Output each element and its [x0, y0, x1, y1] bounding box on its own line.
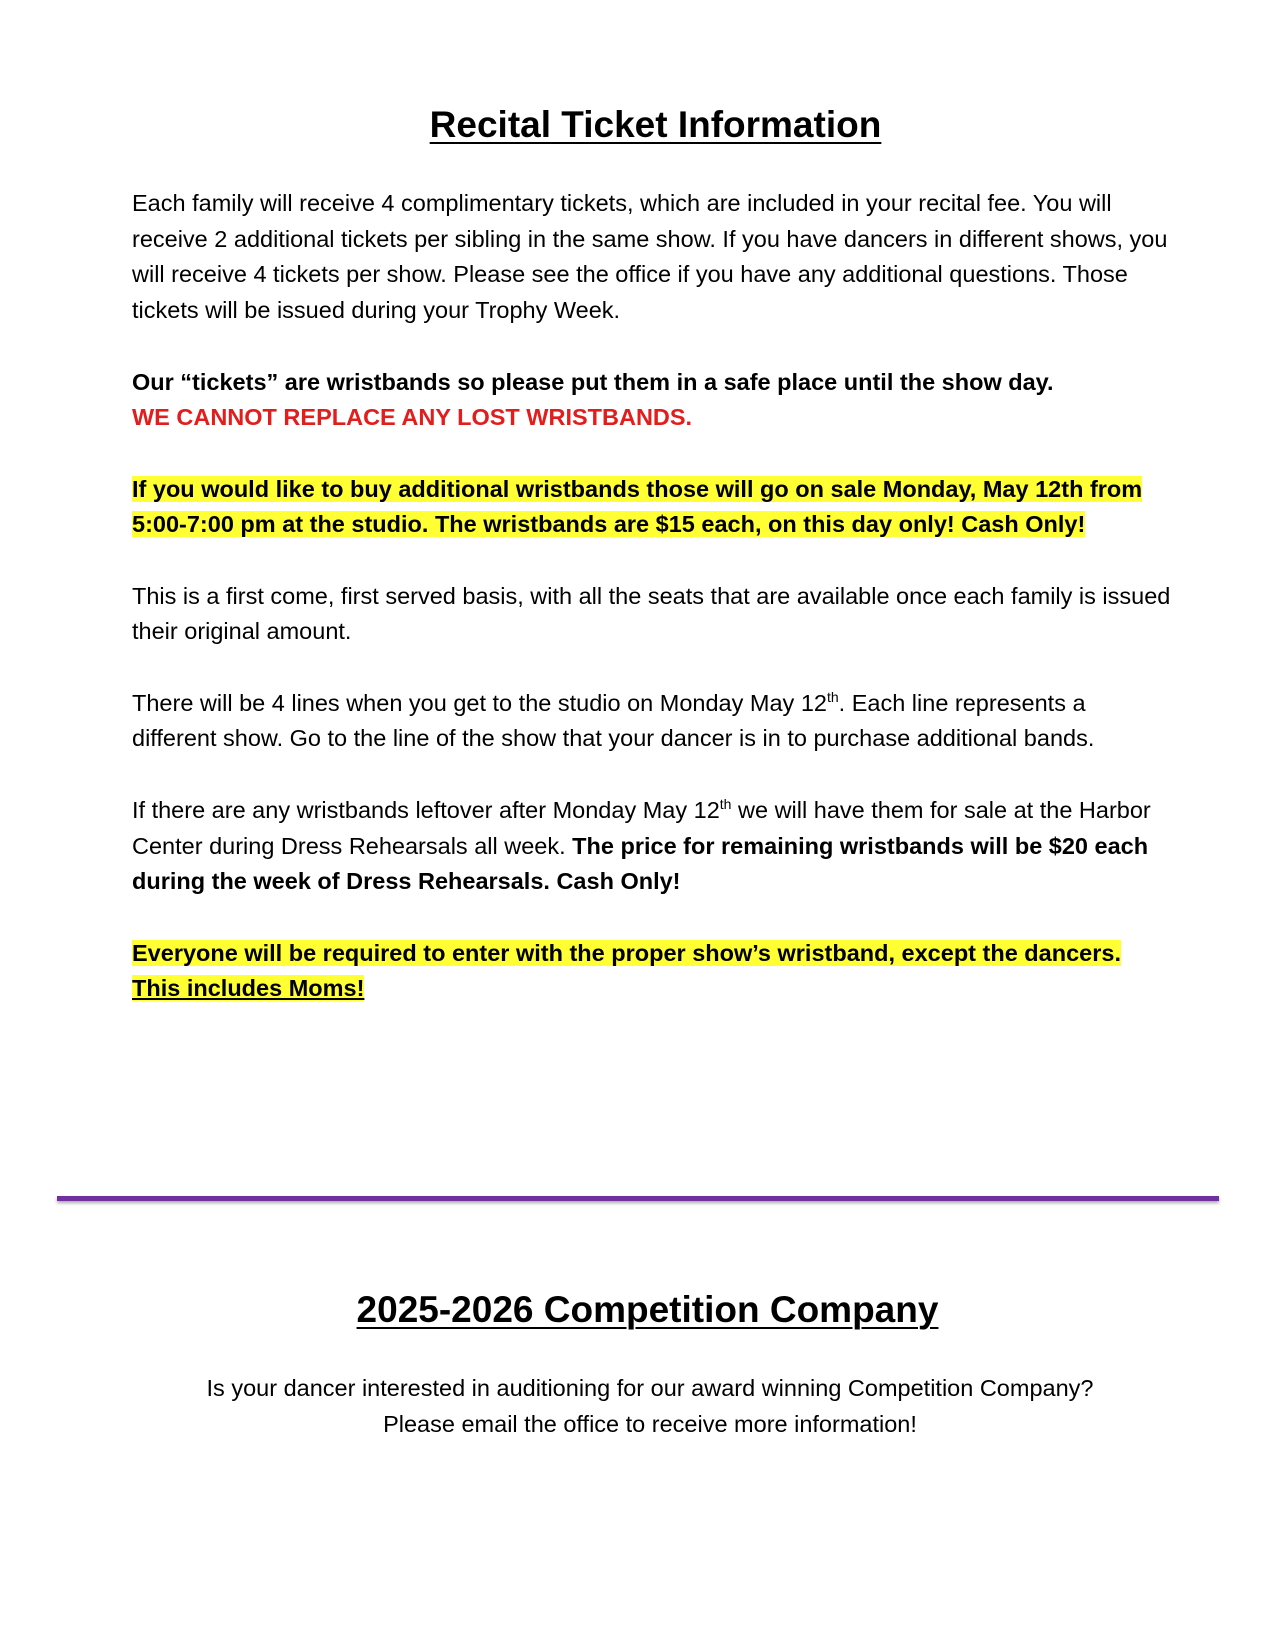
- lost-wristband-warning: WE CANNOT REPLACE ANY LOST WRISTBANDS.: [132, 404, 693, 431]
- includes-moms-note: This includes Moms!: [132, 975, 365, 1002]
- leftover-wristbands-paragraph: [132, 793, 1172, 900]
- additional-wristband-sale-paragraph: [132, 472, 1172, 543]
- entry-requirement-highlight: Everyone will be required to enter with the proper show’s wristband, except the dancers.: [132, 939, 1121, 966]
- ordinal-suffix: th: [826, 688, 839, 705]
- remaining-price-notice: The price for remaining wristbands will be $20 each during the week of Dress Rehearsals. Cash Only!: [132, 832, 1149, 895]
- lines-paragraph: [132, 686, 1172, 757]
- competition-company-title: 2025-2026 Competition Company: [356, 1289, 939, 1330]
- leftover-text-start: If there are any wristbands leftover after Monday May 12: [132, 796, 720, 823]
- first-come-paragraph: This is a first come, first served basis, with all the seats that are available once each family is issued their original amount.: [132, 582, 1171, 645]
- leftover-text-middle: we will have them for sale at the Harbor Center during Dress Rehearsals all week.: [132, 796, 1151, 859]
- competition-company-body: [130, 1371, 1170, 1442]
- section-divider: [57, 1196, 1219, 1201]
- email-office-note: Please email the office to receive more information!: [383, 1410, 917, 1437]
- sale-highlight: If you would like to buy additional wristbands those will go on sale Monday, May 12th from 5:00-7:00 pm at the studio. The wristbands are $15 each, on this day only! Cash Only!: [132, 475, 1143, 538]
- wristband-safekeeping-paragraph: [132, 365, 1172, 436]
- recital-ticket-body: [132, 186, 1172, 1043]
- lines-text-end: . Each line represents a different show. Go to the line of the show that your dancer is in to purchase additional bands.: [132, 689, 1095, 752]
- audition-question: Is your dancer interested in auditioning for our award winning Competition Company?: [206, 1375, 1094, 1401]
- wristband-notice: Our “tickets” are wristbands so please put them in a safe place until the show day.: [132, 368, 1054, 395]
- recital-ticket-title: Recital Ticket Information: [429, 104, 882, 145]
- lines-text-start: There will be 4 lines when you get to the studio on Monday May 12: [132, 689, 827, 716]
- ordinal-suffix: th: [719, 795, 732, 812]
- complimentary-tickets-paragraph: Each family will receive 4 complimentary tickets, which are included in your recital fee. You will receive 2 additional tickets per sibling in the same show. If you have dancers in different shows, you will receive 4 tickets per show. Please see the office if you have any additional questions. Those tickets will be issued during your Trophy Week.: [132, 190, 1168, 324]
- entry-requirement-paragraph: [132, 936, 1172, 1007]
